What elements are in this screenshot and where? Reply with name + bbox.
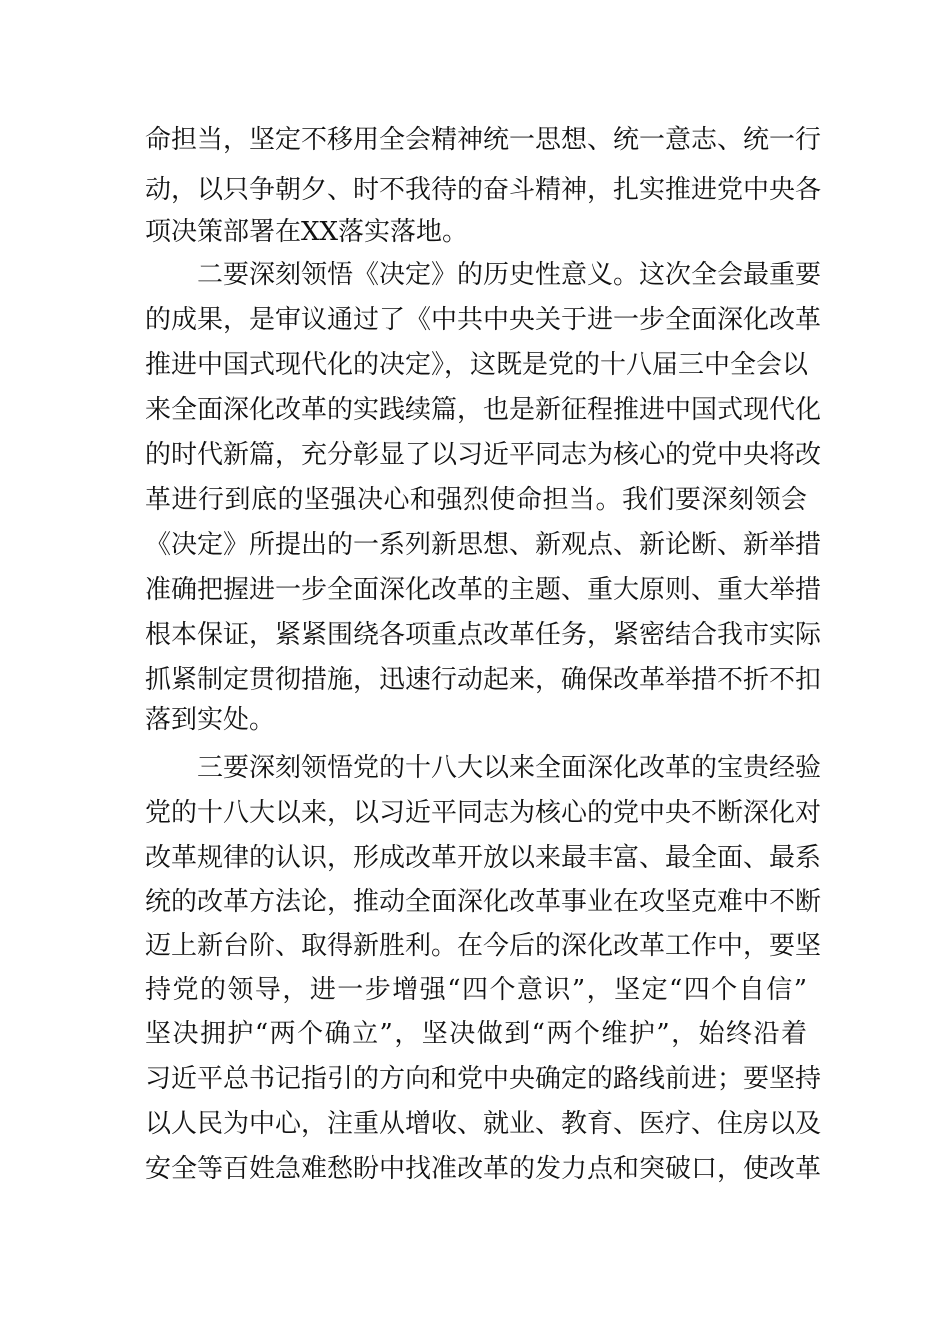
text-line: 项决策部署在XX落实落地。	[145, 217, 469, 247]
text-line: 以人民为中心，注重从增收、就业、教育、医疗、住房以及	[145, 1109, 822, 1139]
text-line: 推进中国式现代化的决定》，这既是党的十八届三中全会以	[145, 350, 809, 380]
text-line: 坚决拥护“两个确立”，坚决做到“两个维护”，始终沿着	[145, 1019, 807, 1049]
text-line: 改革规律的认识，形成改革开放以来最丰富、最全面、最系	[145, 843, 822, 873]
paragraph-first-line: 二要深刻领悟《决定》的历史性意义。这次全会最重要	[197, 260, 822, 290]
text-line: 落到实处。	[145, 705, 276, 735]
text-line: 的成果，是审议通过了《中共中央关于进一步全面深化改革	[145, 305, 822, 335]
text-line: 安全等百姓急难愁盼中找准改革的发力点和突破口，使改革	[145, 1154, 822, 1184]
text-line: 革进行到底的坚强决心和强烈使命担当。我们要深刻领会	[145, 485, 807, 515]
text-line: 准确把握进一步全面深化改革的主题、重大原则、重大举措	[145, 575, 822, 605]
text-line: 来全面深化改革的实践续篇，也是新征程推进中国式现代化	[145, 395, 822, 425]
text-line: 命担当，坚定不移用全会精神统一思想、统一意志、统一行	[145, 125, 822, 155]
text-line: 习近平总书记指引的方向和党中央确定的路线前进；要坚持	[145, 1064, 822, 1094]
text-line: 迈上新台阶、取得新胜利。在今后的深化改革工作中，要坚	[145, 931, 822, 961]
text-line: 的时代新篇，充分彰显了以习近平同志为核心的党中央将改	[145, 440, 822, 470]
text-line: 《决定》所提出的一系列新思想、新观点、新论断、新举措	[145, 530, 822, 560]
paragraph-first-line: 三要深刻领悟党的十八大以来全面深化改革的宝贵经验	[197, 753, 822, 783]
text-line: 党的十八大以来，以习近平同志为核心的党中央不断深化对	[145, 798, 822, 828]
text-line: 统的改革方法论，推动全面深化改革事业在攻坚克难中不断	[145, 887, 822, 917]
text-line: 根本保证，紧紧围绕各项重点改革任务，紧密结合我市实际	[145, 620, 822, 650]
text-line: 持党的领导，进一步增强“四个意识”，坚定“四个自信”	[145, 975, 807, 1005]
text-line: 动，以只争朝夕、时不我待的奋斗精神，扎实推进党中央各	[145, 175, 822, 205]
text-line: 抓紧制定贯彻措施，迅速行动起来，确保改革举措不折不扣	[145, 665, 822, 695]
